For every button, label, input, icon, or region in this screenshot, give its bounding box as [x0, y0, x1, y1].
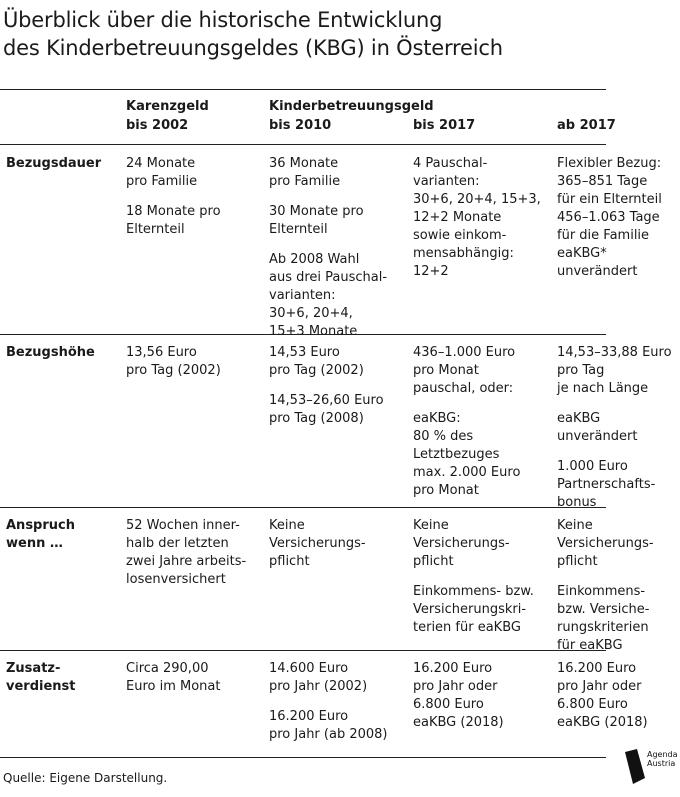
- cell-text: 36 Monate pro Familie: [269, 156, 341, 189]
- row-label-zusatzverdienst: Zusatz- verdienst: [6, 661, 76, 694]
- cell-text: 1.000 Euro Partnerschafts- bonus: [557, 459, 656, 510]
- cell-text: 30 Monate pro Elternteil: [269, 204, 364, 237]
- cell-text: 52 Wochen inner- halb der letzten zwei Jahre arbeits- losenversichert: [126, 518, 247, 587]
- page-title: Überblick über die historische Entwicklung des Kinderbetreuungsgeldes (KBG) in Österreich: [3, 8, 503, 60]
- cell-text: Ab 2008 Wahl aus drei Pauschal- varianten: 30+6, 20+4, 15+3 Monate: [269, 252, 388, 339]
- logo-text: Agenda Austria: [647, 750, 678, 768]
- cell-text: 16.200 Euro pro Jahr oder 6.800 Euro eaKBG (2018): [413, 661, 504, 730]
- cell-anspruch-col2: [269, 517, 409, 571]
- header-group-karenzgeld: Karenzgeld: [126, 99, 209, 114]
- cell-zusatzverdienst-col1: [126, 660, 266, 696]
- cell-text: 4 Pauschal- varianten: 30+6, 20+4, 15+3, 12+2 Monate sowie einkom- mensabhängig: 12+2: [413, 156, 541, 279]
- cell-zusatzverdienst-col4: [557, 660, 679, 732]
- divider-top: [0, 89, 606, 90]
- cell-text: Circa 290,00 Euro im Monat: [126, 661, 221, 694]
- cell-text: 18 Monate pro Elternteil: [126, 204, 221, 237]
- cell-anspruch-col3: [413, 517, 553, 637]
- cell-text: 13,56 Euro pro Tag (2002): [126, 345, 221, 378]
- cell-anspruch-col4: [557, 517, 679, 655]
- cell-text: Keine Versicherungs- pflicht: [269, 518, 366, 569]
- row-label-bezugshoehe: Bezugshöhe: [6, 345, 95, 360]
- cell-bezugshoehe-col1: [126, 344, 266, 380]
- header-col-bis-2010: bis 2010: [269, 118, 332, 133]
- cell-bezugsdauer-col2: [269, 155, 409, 341]
- cell-text: 14,53–26,60 Euro pro Tag (2008): [269, 393, 384, 426]
- divider-row-3: [0, 650, 606, 651]
- cell-bezugshoehe-col3: [413, 344, 553, 500]
- cell-text: 14,53–33,88 Euro pro Tag je nach Länge: [557, 345, 672, 396]
- cell-zusatzverdienst-col2: [269, 660, 409, 744]
- header-col-bis-2002: bis 2002: [126, 118, 189, 133]
- cell-text: Keine Versicherungs- pflicht: [413, 518, 510, 569]
- divider-bottom: [0, 757, 606, 758]
- cell-text: 436–1.000 Euro pro Monat pauschal, oder:: [413, 345, 516, 396]
- header-group-kinderbetreuungsgeld: Kinderbetreuungsgeld: [269, 99, 434, 114]
- cell-anspruch-col1: [126, 517, 266, 589]
- row-label-bezugsdauer: Bezugsdauer: [6, 156, 102, 171]
- header-col-ab-2017: ab 2017: [557, 118, 616, 133]
- cell-text: Keine Versicherungs- pflicht: [557, 518, 654, 569]
- cell-bezugshoehe-col2: [269, 344, 409, 428]
- cell-text: Flexibler Bezug: 365–851 Tage für ein Elternteil 456–1.063 Tage für die Familie eaKBG* unverändert: [557, 156, 662, 279]
- divider-header: [0, 144, 606, 145]
- cell-bezugsdauer-col3: [413, 155, 553, 281]
- cell-text: eaKBG unverändert: [557, 411, 638, 444]
- row-label-anspruch: Anspruch wenn …: [6, 518, 75, 551]
- cell-bezugshoehe-col4: [557, 344, 679, 512]
- cell-zusatzverdienst-col3: [413, 660, 553, 732]
- cell-text: 16.200 Euro pro Jahr (ab 2008): [269, 709, 388, 742]
- cell-text: Einkommens- bzw. Versiche- rungskriterien für eaKBG: [557, 584, 650, 653]
- cell-text: eaKBG: 80 % des Letztbezuges max. 2.000 Euro pro Monat: [413, 411, 521, 498]
- divider-row-2: [0, 507, 606, 508]
- cell-text: 14,53 Euro pro Tag (2002): [269, 345, 364, 378]
- cell-bezugsdauer-col1: [126, 155, 266, 239]
- cell-text: 14.600 Euro pro Jahr (2002): [269, 661, 368, 694]
- source-note: Quelle: Eigene Darstellung.: [3, 771, 168, 785]
- cell-text: 16.200 Euro pro Jahr oder 6.800 Euro eaKBG (2018): [557, 661, 648, 730]
- cell-text: Einkommens- bzw. Versicherungskri- terien für eaKBG: [413, 584, 534, 635]
- cell-text: 24 Monate pro Familie: [126, 156, 198, 189]
- cell-bezugsdauer-col4: [557, 155, 679, 281]
- header-col-bis-2017: bis 2017: [413, 118, 476, 133]
